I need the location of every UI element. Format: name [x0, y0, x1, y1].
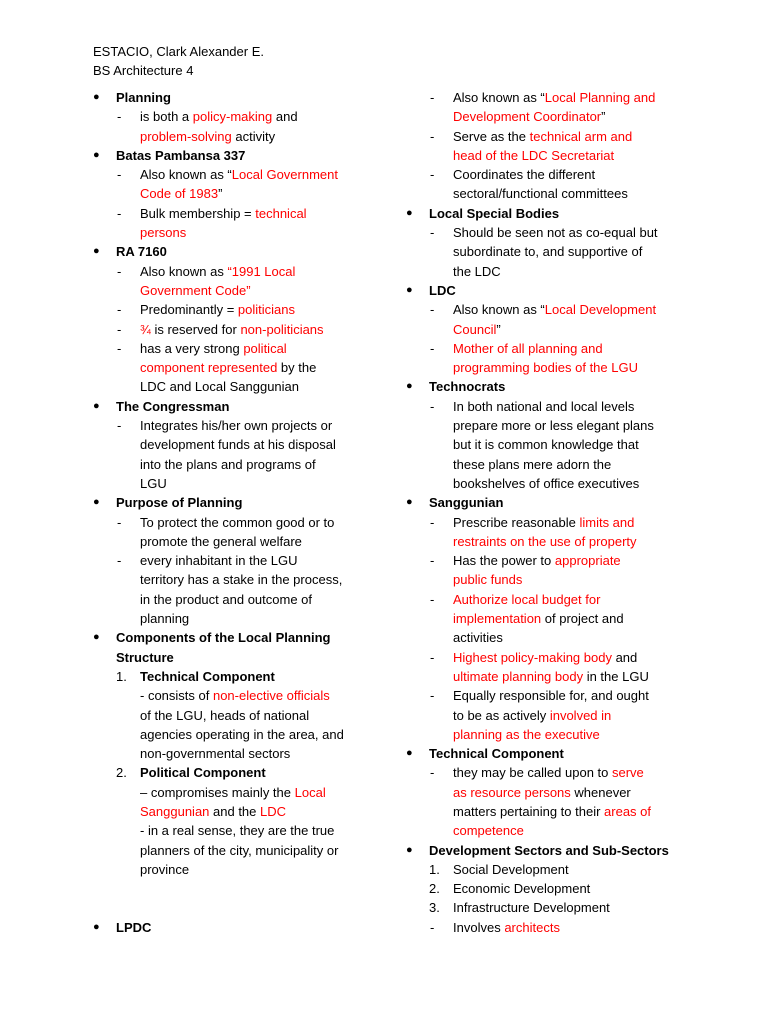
continuation-line	[406, 802, 706, 821]
dash-marker: -	[430, 302, 435, 318]
dash-item	[93, 551, 383, 570]
item-number: 1.	[116, 668, 127, 684]
item-text: ¾ is reserved for non-politicians	[140, 321, 324, 337]
dash-marker: -	[117, 205, 122, 221]
item-text: subordinate to, and supportive of	[453, 244, 643, 260]
bullet-heading: Components of the Local Planning	[116, 630, 331, 646]
continuation-line	[93, 725, 383, 744]
continuation-line	[406, 532, 706, 551]
bullet-item	[93, 397, 383, 416]
dash-marker: -	[430, 649, 435, 665]
item-text: Should be seen not as co-equal but	[453, 225, 658, 241]
dash-item	[406, 763, 706, 782]
continuation-line	[406, 262, 706, 281]
item-text: province	[140, 861, 190, 877]
item-text: - consists of non-elective officials	[140, 688, 330, 704]
continuation-line	[406, 242, 706, 261]
item-text: implementation of project and	[453, 611, 624, 627]
item-text: Prescribe reasonable limits and	[453, 514, 635, 530]
continuation-line	[406, 455, 706, 474]
student-name: ESTACIO, Clark Alexander E.	[93, 44, 264, 59]
item-text: persons	[140, 225, 187, 241]
item-text: to be as actively involved in	[453, 707, 612, 723]
item-text: activities	[453, 630, 503, 646]
item-text: Integrates his/her own projects or	[140, 418, 333, 434]
dash-item	[93, 416, 383, 435]
dash-item	[93, 339, 383, 358]
continuation-line	[93, 706, 383, 725]
dash-marker: -	[117, 553, 122, 569]
bullet-item	[406, 281, 706, 300]
bullet-item	[93, 918, 383, 937]
continuation-line	[93, 783, 383, 802]
item-text: restraints on the use of property	[453, 533, 637, 549]
dash-marker: -	[430, 514, 435, 530]
header-block	[93, 42, 264, 81]
item-text: they may be called upon to serve	[453, 765, 644, 781]
continuation-line	[93, 184, 383, 203]
continuation-line	[406, 474, 706, 493]
continuation-line	[93, 860, 383, 879]
bullet-icon: ●	[406, 747, 413, 760]
continuation-line	[406, 570, 706, 589]
bullet-heading: Sanggunian	[429, 495, 504, 511]
continuation-line	[93, 223, 383, 242]
dash-marker: -	[117, 167, 122, 183]
bullet-heading: Local Special Bodies	[429, 205, 560, 221]
dash-item	[406, 397, 706, 416]
dash-marker: -	[117, 321, 122, 337]
item-text: has a very strong political	[140, 340, 287, 356]
item-number: 3.	[429, 900, 440, 916]
continuation-line	[406, 435, 706, 454]
continuation-line	[93, 435, 383, 454]
dash-marker: -	[430, 765, 435, 781]
item-text: head of the LDC Secretariat	[453, 147, 615, 163]
item-text: the LDC	[453, 263, 501, 279]
item-text: Sanggunian and the LDC	[140, 803, 287, 819]
dash-item	[406, 339, 706, 358]
bullet-heading: Structure	[116, 649, 174, 665]
item-text: agencies operating in the area, and	[140, 726, 344, 742]
item-number: 2.	[429, 881, 440, 897]
continuation-line	[93, 802, 383, 821]
item-text: matters pertaining to their areas of	[453, 803, 652, 819]
item-number: 1.	[429, 861, 440, 877]
bullet-icon: ●	[93, 920, 100, 933]
dash-marker: -	[117, 418, 122, 434]
item-text: Code of 1983”	[140, 186, 223, 202]
bullet-icon: ●	[93, 148, 100, 161]
item-text: as resource persons whenever	[453, 784, 631, 800]
item-text: To protect the common good or to	[140, 514, 335, 530]
bullet-item	[93, 242, 383, 261]
bullet-heading: RA 7160	[116, 244, 167, 260]
continuation-line	[406, 628, 706, 647]
dash-item	[93, 262, 383, 281]
bullet-icon: ●	[93, 399, 100, 412]
item-text: - in a real sense, they are the true	[140, 823, 335, 839]
dash-item	[93, 165, 383, 184]
bullet-heading: Development Sectors and Sub-Sectors	[429, 842, 669, 858]
item-text: – compromises mainly the Local	[140, 784, 326, 800]
item-text: prepare more or less elegant plans	[453, 418, 654, 434]
item-text: Authorize local budget for	[453, 591, 601, 607]
item-text: planners of the city, municipality or	[140, 842, 339, 858]
dash-marker: -	[117, 263, 122, 279]
dash-marker: -	[117, 302, 122, 318]
continuation-line	[406, 609, 706, 628]
continuation-line	[93, 127, 383, 146]
continuation-line	[93, 648, 383, 667]
bullet-item	[406, 744, 706, 763]
dash-marker: -	[117, 340, 122, 356]
item-text: Involves architects	[453, 919, 560, 935]
numbered-item	[406, 879, 706, 898]
continuation-line	[93, 455, 383, 474]
continuation-line	[93, 744, 383, 763]
dash-item	[93, 204, 383, 223]
bullet-item	[93, 628, 383, 647]
item-text: Equally responsible for, and ought	[453, 688, 649, 704]
dash-item	[406, 648, 706, 667]
bullet-icon: ●	[406, 380, 413, 393]
dash-marker: -	[430, 919, 435, 935]
item-text: territory has a stake in the process,	[140, 572, 343, 588]
item-text: competence	[453, 823, 524, 839]
dash-marker: -	[430, 90, 435, 105]
continuation-line	[93, 609, 383, 628]
item-title: Technical Component	[140, 668, 275, 684]
right-column	[406, 88, 706, 937]
continuation-line	[406, 667, 706, 686]
continuation-line	[406, 821, 706, 840]
item-text: Infrastructure Development	[453, 900, 610, 916]
dash-item	[406, 300, 706, 319]
continuation-line	[406, 146, 706, 165]
item-number: 2.	[116, 765, 127, 781]
dash-item	[406, 686, 706, 705]
bullet-heading: LPDC	[116, 919, 152, 935]
dash-item	[406, 590, 706, 609]
item-text: problem-solving activity	[140, 128, 276, 144]
dash-item	[406, 918, 706, 937]
dash-item	[93, 320, 383, 339]
item-text: every inhabitant in the LGU	[140, 553, 298, 569]
item-text: Also known as “Local Development	[453, 302, 657, 318]
continuation-line	[406, 358, 706, 377]
continuation-line	[406, 184, 706, 203]
dash-item	[406, 165, 706, 184]
continuation-line	[406, 725, 706, 744]
item-text: non-governmental sectors	[140, 746, 291, 762]
blank-line	[93, 898, 383, 917]
left-column	[93, 88, 383, 937]
item-text: sectoral/functional committees	[453, 186, 628, 202]
continuation-line	[406, 107, 706, 126]
dash-item	[406, 127, 706, 146]
bullet-heading: LDC	[429, 282, 456, 298]
continuation-line	[93, 474, 383, 493]
dash-marker: -	[430, 688, 435, 704]
continuation-line	[93, 841, 383, 860]
item-text: Also known as “Local Planning and	[453, 90, 656, 105]
item-text: planning as the executive	[453, 726, 600, 742]
bullet-heading: Purpose of Planning	[116, 495, 243, 511]
item-text: Predominantly = politicians	[140, 302, 296, 318]
item-text: is both a policy-making and	[140, 109, 298, 125]
continuation-line	[406, 706, 706, 725]
bullet-icon: ●	[93, 245, 100, 258]
item-title: Political Component	[140, 765, 266, 781]
continuation-line	[93, 532, 383, 551]
item-text: Serve as the technical arm and	[453, 128, 633, 144]
item-text: ultimate planning body in the LGU	[453, 668, 649, 684]
bullet-item	[406, 377, 706, 396]
item-text: In both national and local levels	[453, 398, 635, 414]
dash-item	[93, 300, 383, 319]
continuation-line	[406, 416, 706, 435]
dash-item	[406, 513, 706, 532]
continuation-line	[93, 358, 383, 377]
numbered-item	[93, 667, 383, 686]
course-label: BS Architecture 4	[93, 63, 194, 79]
bullet-heading: The Congressman	[116, 398, 230, 414]
item-text: but it is common knowledge that	[453, 437, 639, 453]
dash-marker: -	[117, 514, 122, 530]
dash-item	[406, 223, 706, 242]
blank-line	[93, 879, 383, 898]
dash-item	[406, 88, 706, 107]
dash-marker: -	[430, 128, 435, 144]
item-text: Social Development	[453, 861, 569, 877]
bullet-item	[406, 204, 706, 223]
item-text: component represented by the	[140, 360, 317, 376]
bullet-item	[406, 841, 706, 860]
numbered-item	[406, 898, 706, 917]
item-text: Coordinates the different	[453, 167, 596, 183]
item-text: Highest policy-making body and	[453, 649, 638, 665]
item-text: bookshelves of office executives	[453, 475, 640, 491]
item-text: Mother of all planning and	[453, 340, 603, 356]
item-text: Also known as “Local Government	[140, 167, 338, 183]
dash-marker: -	[430, 398, 435, 414]
item-text: these plans mere adorn the	[453, 456, 612, 472]
dash-item	[93, 513, 383, 532]
item-text: programming bodies of the LGU	[453, 360, 638, 376]
item-text: planning	[140, 611, 190, 627]
item-text: LDC and Local Sanggunian	[140, 379, 300, 395]
bullet-icon: ●	[406, 283, 413, 296]
item-text: promote the general welfare	[140, 533, 302, 549]
dash-marker: -	[430, 553, 435, 569]
dash-marker: -	[117, 109, 122, 125]
continuation-line	[406, 320, 706, 339]
bullet-icon: ●	[93, 91, 100, 103]
item-text: in the product and outcome of	[140, 591, 313, 607]
bullet-icon: ●	[406, 843, 413, 856]
bullet-icon: ●	[406, 206, 413, 219]
item-text: public funds	[453, 572, 523, 588]
bullet-heading: Batas Pambansa 337	[116, 147, 246, 163]
continuation-line	[93, 377, 383, 396]
continuation-line	[406, 783, 706, 802]
item-text: into the plans and programs of	[140, 456, 316, 472]
item-text: Economic Development	[453, 881, 591, 897]
numbered-item	[93, 763, 383, 782]
bullet-item	[406, 493, 706, 512]
item-text: Has the power to appropriate	[453, 553, 621, 569]
continuation-line	[93, 281, 383, 300]
item-text: LGU	[140, 475, 167, 491]
dash-item	[93, 107, 383, 126]
dash-marker: -	[430, 225, 435, 241]
continuation-line	[93, 686, 383, 705]
continuation-line	[93, 821, 383, 840]
numbered-item	[406, 860, 706, 879]
item-text: of the LGU, heads of national	[140, 707, 310, 723]
item-text: Development Coordinator”	[453, 109, 606, 125]
dash-marker: -	[430, 591, 435, 607]
bullet-icon: ●	[406, 496, 413, 509]
bullet-heading: Technocrats	[429, 379, 506, 395]
dash-item	[406, 551, 706, 570]
item-text: development funds at his disposal	[140, 437, 336, 453]
bullet-item	[93, 88, 383, 107]
dash-marker: -	[430, 340, 435, 356]
item-text: Council”	[453, 321, 501, 337]
continuation-line	[93, 590, 383, 609]
bullet-heading: Planning	[116, 90, 171, 105]
bullet-item	[93, 493, 383, 512]
continuation-line	[93, 570, 383, 589]
bullet-icon: ●	[93, 631, 100, 644]
item-text: Government Code”	[140, 282, 251, 298]
bullet-heading: Technical Component	[429, 746, 564, 762]
bullet-icon: ●	[93, 496, 100, 509]
bullet-item	[93, 146, 383, 165]
dash-marker: -	[430, 167, 435, 183]
item-text: Bulk membership = technical	[140, 205, 307, 221]
item-text: Also known as “1991 Local	[140, 263, 296, 279]
